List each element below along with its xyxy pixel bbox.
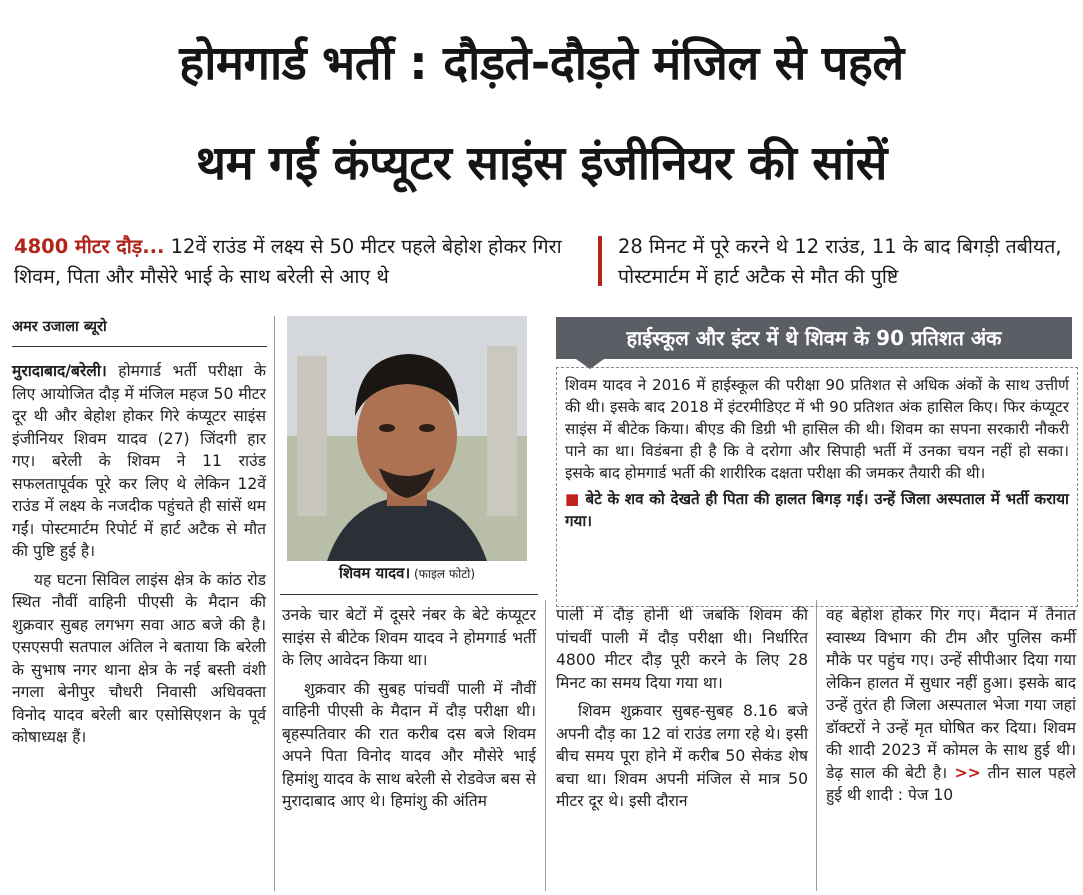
byline: अमर उजाला ब्यूरो <box>12 319 107 335</box>
article-column-3 <box>556 604 808 819</box>
col1-para-2: यह घटना सिविल लाइंस क्षेत्र के कांठ रोड स्थित नौवीं वाहिनी पीएसी के मैदान की शुक्रवार सुबह लगभग सवा आठ बजे की है। एसएसपी सतपाल अंतिल ने बताया कि बरेली के सुभाष नगर थाना क्षेत्र के नई बस्ती वंशी नगला बेनीपुर चौधरी निवासी अधिवक्ता विनोद यादव बरेली बार एसोसिएशन के पूर्व कोषाध्यक्ष हैं। <box>12 570 266 746</box>
column-divider <box>545 600 546 891</box>
photo-rule <box>280 594 538 595</box>
byline-rule <box>12 346 267 347</box>
column-divider <box>816 600 817 891</box>
subhead-left <box>14 232 584 292</box>
col3-para-2: शिवम शुक्रवार सुबह-सुबह 8.16 बजे अपनी दौड़ का 12 वां राउंड लगा रहे थे। इसी बीच समय पूरा होने में करीब 50 सेकंड शेष बचा था। शिवम अपनी मंजिल से मात्र 50 मीटर दूर थे। इसी दौरान <box>556 702 808 810</box>
article-column-4 <box>826 604 1076 813</box>
sidebar-box <box>556 367 1078 607</box>
shivam-photo <box>287 316 527 561</box>
headline-line-1: होमगार्ड भर्ती : दौड़ते-दौड़ते मंजिल से पहले <box>179 36 904 91</box>
col4-para-1: वह बेहोश होकर गिर गए। मैदान में तैनात स्वास्थ्य विभाग की टीम और पुलिस कर्मी मौके पर पहुंच गए। उन्हें सीपीआर दिया गया लेकिन हालत में सुधार नहीं हुआ। इसके बाद उन्हें तुरंत ही जिला अस्पताल भेजा गया जहां डॉक्टरों ने उन्हें मृत घोषित कर दिया। शिवम की शादी 2023 में कोमल के साथ हुई थी। डेढ़ साल की बेटी है। <box>826 606 1076 782</box>
box-bullet-item <box>565 488 1069 532</box>
box-heading: हाईस्कूल और इंटर में थे शिवम के 90 प्रतिशत अंक <box>556 317 1072 359</box>
jump-link[interactable]: तीन साल पहले हुई थी शादी : पेज 10 <box>826 763 1076 804</box>
col3-para-1: पाली में दौड़ होनी थी जबकि शिवम की पांचवीं पाली में दौड़ परीक्षा थी। निर्धारित 4800 मीटर दौड़ पूरी करने के लिए 28 मिनट का समय दिया गया था। <box>556 606 808 692</box>
subhead-right: 28 मिनट में पूरे करने थे 12 राउंड, 11 के बाद बिगड़ी तबीयत, पोस्टमार्टम में हार्ट अटैक से मौत की पुष्टि <box>618 235 1062 288</box>
caption-note: (फाइल फोटो) <box>410 567 476 581</box>
subhead-kicker: 4800 मीटर दौड़... <box>14 235 165 258</box>
article-column-2 <box>282 604 536 819</box>
portrait-image <box>287 316 527 561</box>
subhead-divider <box>598 236 602 286</box>
col2-para-2: शुक्रवार की सुबह पांचवीं पाली में नौवीं वाहिनी पीएसी के मैदान में दौड़ परीक्षा थी। बृहस्पतिवार की रात करीब दस बजे शिवम अपने पिता विनोद यादव और मौसेरे भाई हिमांशु यादव के साथ बरेली से रोडवेज बस से मुरादाबाद आए थे। हिमांशु की अंतिम <box>282 679 536 810</box>
article-column-1 <box>12 360 266 755</box>
subhead-left-text: 12वें राउंड में लक्ष्य से 50 मीटर पहले बेहोश होकर गिरा शिवम, पिता और मौसेरे भाई के साथ बरेली से आए थे <box>14 235 562 288</box>
col1-para-1: होमगार्ड भर्ती परीक्षा के लिए आयोजित दौड़ में मंजिल महज 50 मीटर दूर थी और बेहोश होकर गिरे कंप्यूटर साइंस इंजीनियर शिवम यादव (27) जिंदगी हार गए। बरेली के शिवम ने 11 राउंड सफलतापूर्वक पूरे कर लिए थे लेकिन 12वें राउंड में लक्ष्य के नजदीक पहुंचते ही सांसें थम गईं। पोस्टमार्टम रिपोर्ट में हार्ट अटैक से मौत की पुष्टि हुई है। <box>12 362 266 560</box>
column-divider <box>274 316 275 891</box>
jump-marker-icon: >> <box>947 763 981 782</box>
photo-caption <box>287 563 527 583</box>
box-text: शिवम यादव ने 2016 में हाईस्कूल की परीक्षा 90 प्रतिशत से अधिक अंकों के साथ उत्तीर्ण की थी। इसके बाद 2018 में इंटरमीडिएट में भी 90 प्रतिशत अंक हासिल किए। फिर कंप्यूटर साइंस में बीटेक किया। बीएड की डिग्री भी हासिल की थी। शिवम का सपना सरकारी नौकरी पाने का था। विडंबना ही है कि वे दरोगा और सिपाही भर्ती में उनका चयन नहीं हो सका। इसके बाद होमगार्ड भर्ती की शारीरिक दक्षता परीक्षा की जमकर तैयारी की थी। <box>565 376 1069 482</box>
dateline: मुरादाबाद/बरेली। <box>12 362 107 380</box>
headline-line-2: थम गईं कंप्यूटर साइंस इंजीनियर की सांसें <box>196 136 887 191</box>
box-bullet-text: बेटे के शव को देखते ही पिता की हालत बिगड़ गई। उन्हें जिला अस्पताल में भर्ती कराया गया। <box>565 490 1069 530</box>
square-bullet-icon: ■ <box>565 490 580 508</box>
col2-para-1: उनके चार बेटों में दूसरे नंबर के बेटे कंप्यूटर साइंस से बीटेक शिवम यादव ने होमगार्ड भर्ती के लिए आवेदन किया था। <box>282 606 536 669</box>
caption-name: शिवम यादव। <box>338 564 411 582</box>
